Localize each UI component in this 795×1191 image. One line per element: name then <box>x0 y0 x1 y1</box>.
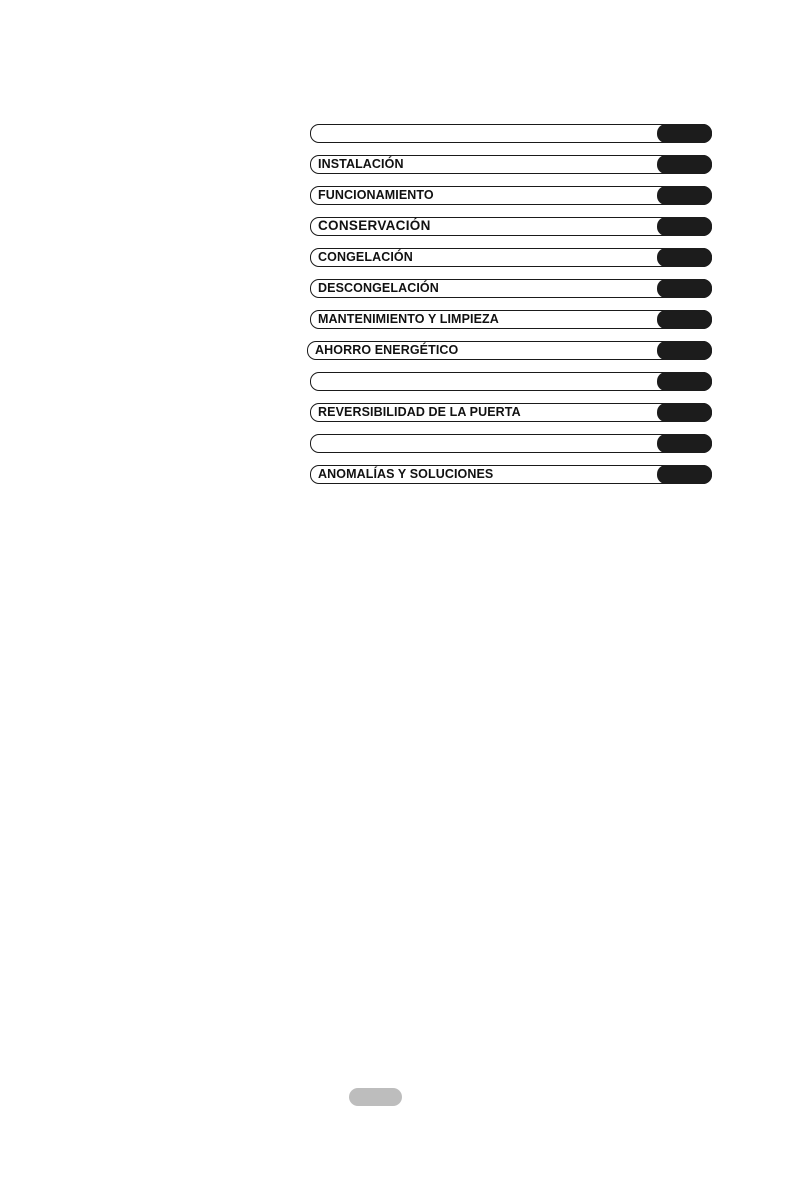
toc-item-door-reversibility[interactable] <box>310 403 712 422</box>
toc-item-label: DESCONGELACIÓN <box>318 281 439 295</box>
toc-item-freezing[interactable] <box>310 248 712 267</box>
toc-page-tab <box>657 186 712 205</box>
table-of-contents <box>310 124 712 496</box>
toc-item-label: INSTALACIÓN <box>318 157 404 171</box>
page-number-pill <box>349 1088 402 1106</box>
toc-item-label: FUNCIONAMIENTO <box>318 188 434 202</box>
toc-page-tab <box>657 124 712 143</box>
toc-page-tab <box>657 403 712 422</box>
toc-page-tab <box>657 279 712 298</box>
toc-item-9[interactable] <box>310 372 712 391</box>
toc-item-installation[interactable] <box>310 155 712 174</box>
toc-item-troubleshooting[interactable] <box>310 465 712 484</box>
toc-page-tab <box>657 434 712 453</box>
toc-item-conservation[interactable] <box>310 217 712 236</box>
toc-item-label: REVERSIBILIDAD DE LA PUERTA <box>318 405 521 419</box>
toc-item-frame <box>310 124 712 143</box>
toc-page-tab <box>657 155 712 174</box>
toc-item-label: AHORRO ENERGÉTICO <box>315 343 459 357</box>
toc-item-operation[interactable] <box>310 186 712 205</box>
toc-item-1[interactable] <box>310 124 712 143</box>
toc-item-energy-saving[interactable] <box>307 341 712 360</box>
toc-item-frame <box>310 372 712 391</box>
toc-page-tab <box>657 372 712 391</box>
toc-page-tab <box>657 465 712 484</box>
toc-page-tab <box>657 217 712 236</box>
toc-page-tab <box>657 248 712 267</box>
toc-item-label: CONSERVACIÓN <box>318 218 431 233</box>
toc-item-label: ANOMALÍAS Y SOLUCIONES <box>318 467 494 481</box>
toc-page-tab <box>657 341 712 360</box>
toc-item-label: MANTENIMIENTO Y LIMPIEZA <box>318 312 499 326</box>
toc-page-tab <box>657 310 712 329</box>
toc-item-frame <box>310 434 712 453</box>
toc-item-label: CONGELACIÓN <box>318 250 413 264</box>
toc-item-defrosting[interactable] <box>310 279 712 298</box>
toc-item-11[interactable] <box>310 434 712 453</box>
toc-item-maintenance[interactable] <box>310 310 712 329</box>
